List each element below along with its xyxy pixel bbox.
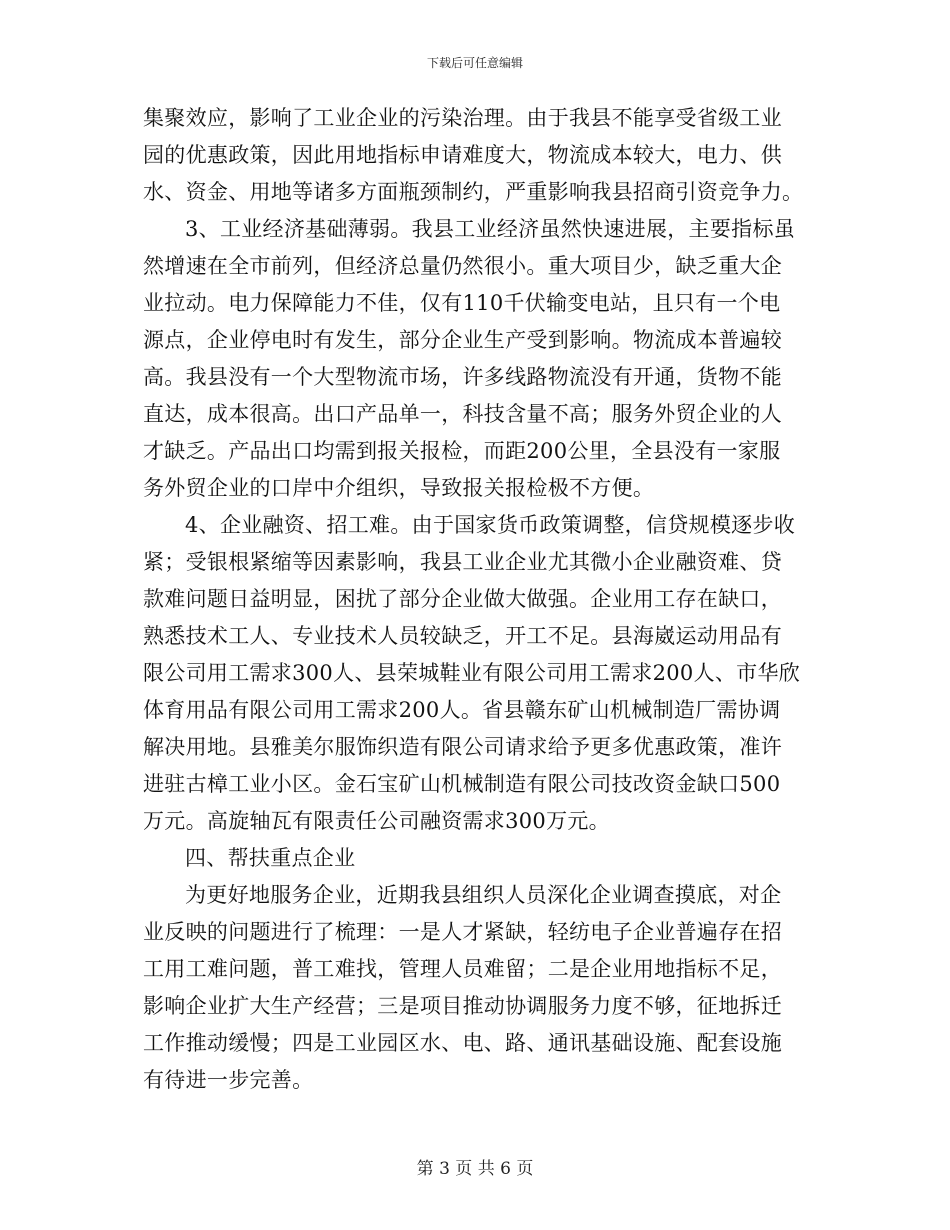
text-line: 工作推动缓慢；四是工业园区水、电、路、通讯基础设施、配套设施 xyxy=(143,1031,782,1055)
text-line: 限公司用工需求300人、县荣城鞋业有限公司用工需求200人、市华欣 xyxy=(143,661,801,685)
page-header: 下载后可任意编辑 xyxy=(426,56,523,70)
text-line: 才缺乏。产品出口均需到报关报检，而距200公里，全县没有一家服 xyxy=(143,439,781,463)
text-line: 进驻古樟工业小区。金石宝矿山机械制造有限公司技改资金缺口500 xyxy=(143,772,781,796)
text-line: 高。我县没有一个大型物流市场，许多线路物流没有开通，货物不能 xyxy=(143,365,782,389)
text-line: 体育用品有限公司用工需求200人。省县赣东矿山机械制造厂需协调 xyxy=(143,698,781,722)
text-line: 集聚效应，影响了工业企业的污染治理。由于我县不能享受省级工业 xyxy=(143,106,782,130)
document-body xyxy=(143,100,813,1099)
text-line: 万元。高旋轴瓦有限责任公司融资需求300万元。 xyxy=(143,809,610,833)
text-line: 为更好地服务企业，近期我县组织人员深化企业调查摸底，对企 xyxy=(185,883,782,907)
text-line: 3、工业经济基础薄弱。我县工业经济虽然快速进展，主要指标虽 xyxy=(185,217,796,241)
text-line: 有待进一步完善。 xyxy=(143,1068,314,1092)
text-line: 四、帮扶重点企业 xyxy=(185,846,356,870)
text-line: 款难问题日益明显，困扰了部分企业做大做强。企业用工存在缺口， xyxy=(143,587,782,611)
text-line: 4、企业融资、招工难。由于国家货币政策调整，信贷规模逐步收 xyxy=(185,513,796,537)
text-line: 熟悉技术工人、专业技术人员较缺乏，开工不足。县海崴运动用品有 xyxy=(143,624,782,648)
text-line: 业反映的问题进行了梳理：一是人才紧缺，轻纺电子企业普遍存在招 xyxy=(143,920,782,944)
text-line: 源点，企业停电时有发生，部分企业生产受到影响。物流成本普遍较 xyxy=(143,328,782,352)
page-footer: 第 3 页 共 6 页 xyxy=(416,1159,534,1179)
text-line: 业拉动。电力保障能力不佳，仅有110千伏输变电站，且只有一个电 xyxy=(143,291,781,315)
text-line: 务外贸企业的口岸中介组织，导致报关报检极不方便。 xyxy=(143,476,655,500)
text-line: 解决用地。县雅美尔服饰织造有限公司请求给予更多优惠政策，准许 xyxy=(143,735,782,759)
text-line: 影响企业扩大生产经营；三是项目推动协调服务力度不够，征地拆迁 xyxy=(143,994,782,1018)
text-line: 直达，成本很高。出口产品单一，科技含量不高；服务外贸企业的人 xyxy=(143,402,782,426)
text-line: 工用工难问题，普工难找，管理人员难留；二是企业用地指标不足， xyxy=(143,957,782,981)
text-line: 紧；受银根紧缩等因素影响，我县工业企业尤其微小企业融资难、贷 xyxy=(143,550,782,574)
text-line: 园的优惠政策，因此用地指标申请难度大，物流成本较大，电力、供 xyxy=(143,143,782,167)
text-line: 然增速在全市前列，但经济总量仍然很小。重大项目少，缺乏重大企 xyxy=(143,254,782,278)
text-line: 水、资金、用地等诸多方面瓶颈制约，严重影响我县招商引资竞争力。 xyxy=(143,180,804,204)
